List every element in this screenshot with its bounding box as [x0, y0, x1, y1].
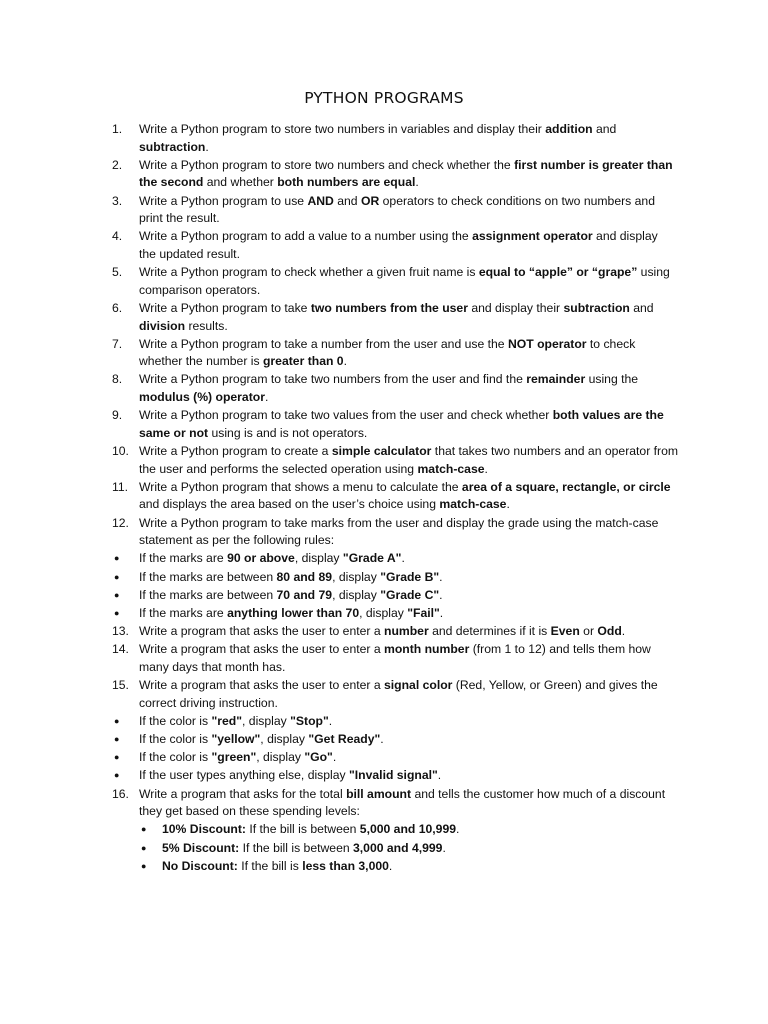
text-run: .	[205, 139, 209, 154]
text-run: , display	[242, 713, 291, 728]
item-text	[139, 731, 678, 749]
bold-text: Odd	[597, 624, 622, 639]
text-run: Write a program that asks the user to enter a	[139, 624, 384, 639]
bold-text: "Invalid signal"	[349, 768, 438, 783]
item-text	[139, 605, 678, 623]
bold-text: "Go"	[304, 750, 333, 765]
bold-text: OR	[360, 193, 380, 208]
text-run: using comparison operators.	[139, 265, 670, 297]
bullet-icon: ●	[141, 860, 147, 871]
item-number: 4.	[112, 229, 123, 244]
text-run: If the color is	[139, 713, 212, 728]
bold-text: number	[384, 624, 429, 639]
bold-text: area of a square, rectangle, or circle	[461, 479, 671, 494]
bullet-item	[112, 731, 678, 749]
bold-text: "red"	[211, 713, 243, 728]
text-run: and tells the customer how much of a discount they get based on these spending levels:	[139, 786, 666, 819]
text-run: operators to check conditions on two numbers and print the result.	[139, 193, 655, 226]
bold-text: 5% Discount:	[162, 840, 240, 855]
bold-text: No Discount:	[162, 858, 238, 873]
bold-text: subtraction	[563, 300, 630, 315]
bold-text: 3,000 and 4,999	[353, 840, 443, 855]
text-run: .	[621, 624, 626, 639]
text-run: .	[328, 713, 333, 728]
bold-text: "Stop"	[290, 713, 329, 728]
item-number: 10.	[112, 444, 129, 459]
text-run: Write a Python program to store two numbers and check whether the	[139, 157, 515, 172]
list-item	[112, 371, 678, 406]
item-text	[139, 193, 678, 228]
item-text	[139, 228, 678, 263]
program-list	[112, 121, 678, 876]
text-run: , display	[256, 750, 305, 765]
text-run: , display	[332, 569, 381, 584]
bullet-item	[112, 569, 678, 587]
text-run: or	[579, 624, 598, 639]
item-number: 14.	[112, 642, 129, 657]
text-run: .	[506, 497, 510, 512]
item-text	[162, 840, 678, 858]
bold-text: 5,000 and 10,999	[359, 822, 457, 837]
text-run: , display	[260, 732, 309, 747]
bullet-item	[112, 605, 678, 623]
bullet-icon: ●	[114, 607, 120, 618]
item-text	[162, 858, 678, 876]
bullet-item	[112, 767, 678, 785]
item-text	[139, 371, 678, 406]
bold-text: "Grade C"	[380, 587, 440, 602]
item-number: 12.	[112, 515, 129, 530]
item-text	[139, 767, 678, 785]
item-number: 1.	[112, 122, 123, 136]
text-run: .	[439, 605, 444, 620]
bold-text: two numbers from the user	[310, 300, 468, 315]
text-run: Write a Python program to take	[139, 300, 311, 315]
text-run: .	[415, 175, 419, 190]
item-number: 2.	[112, 157, 123, 172]
bullet-item	[112, 587, 678, 605]
text-run: Write a program that asks the user to enter a	[139, 678, 384, 693]
bold-text: "yellow"	[211, 732, 261, 747]
text-run: Write a Python program to check whether a given fruit name is	[139, 265, 479, 280]
bold-text: match-case	[417, 461, 485, 476]
text-run: Write a Python program to store two numbers in variables and display their	[139, 122, 546, 136]
item-text	[139, 623, 678, 641]
text-run: , display	[359, 605, 408, 620]
bold-text: simple calculator	[331, 444, 432, 459]
item-text	[139, 515, 678, 550]
text-run: Write a program that asks the user to enter a	[139, 642, 384, 657]
bullet-item	[112, 821, 678, 839]
text-run: .	[439, 569, 443, 584]
text-run: .	[442, 840, 446, 855]
bullet-item	[112, 749, 678, 767]
item-text	[139, 479, 678, 514]
list-item	[112, 407, 678, 442]
bold-text: modulus (%) operator	[139, 390, 265, 405]
text-run: If the bill is between	[245, 822, 360, 837]
bullet-icon: ●	[114, 571, 120, 582]
list-item	[112, 443, 678, 478]
text-run: and	[592, 122, 617, 136]
bold-text: addition	[545, 122, 593, 136]
text-run: If the bill is between	[239, 840, 354, 855]
bullet-icon: ●	[114, 770, 120, 781]
bold-text: 10% Discount:	[162, 822, 246, 837]
text-run: Write a Python program that shows a menu to calculate the	[139, 479, 462, 494]
bold-text: anything lower than 70	[227, 605, 360, 620]
bold-text: both numbers are equal	[277, 175, 416, 190]
text-run: Write a Python program to take two numbers from the user and find the	[139, 372, 527, 387]
list-item	[112, 677, 678, 712]
item-text	[139, 749, 678, 767]
text-run: .	[332, 750, 337, 765]
list-item	[112, 121, 678, 156]
bullet-item	[112, 550, 678, 568]
list-item	[112, 264, 678, 299]
list-item	[112, 623, 678, 641]
bold-text: division	[139, 318, 186, 333]
text-run: Write a Python program to take a number from the user and use the	[139, 336, 508, 351]
item-number: 16.	[112, 786, 129, 801]
text-run: and determines if it is	[428, 624, 551, 639]
text-run: and display their	[467, 300, 564, 315]
bullet-icon: ●	[141, 842, 147, 853]
item-number: 6.	[112, 300, 123, 315]
text-run: If the marks are between	[139, 587, 277, 602]
item-text	[139, 157, 678, 192]
text-run: that takes two numbers and an operator from the user and performs the selected operation using	[139, 444, 679, 476]
bold-text: less than 3,000	[302, 858, 389, 873]
text-run: and displays the area based on the user’s choice using	[139, 497, 440, 512]
bold-text: 80 and 89	[276, 569, 333, 584]
bold-text: both values are the same or not	[139, 408, 664, 440]
list-item	[112, 515, 678, 550]
text-run: (Red, Yellow, or Green) and gives the correct driving instruction.	[139, 678, 658, 710]
text-run: Write a Python program to take marks from the user and display the grade using the match-case statement as per the following rules:	[139, 515, 659, 548]
list-item	[112, 641, 678, 676]
text-run: .	[456, 822, 460, 837]
text-run: .	[264, 390, 269, 405]
text-run: If the marks are	[139, 551, 228, 566]
bullet-icon: ●	[114, 589, 120, 600]
text-run: Write a program that asks for the total	[139, 786, 347, 801]
text-run: Write a Python program to use	[139, 193, 308, 208]
item-number: 15.	[112, 678, 129, 693]
bold-text: "green"	[211, 750, 257, 765]
item-text	[139, 677, 678, 712]
item-number: 9.	[112, 408, 123, 423]
text-run: .	[388, 858, 393, 873]
text-run: .	[437, 768, 442, 783]
text-run: .	[439, 587, 443, 602]
item-text	[139, 713, 678, 731]
list-item	[112, 157, 678, 192]
item-text	[139, 121, 678, 156]
text-run: .	[380, 732, 384, 747]
list-item	[112, 786, 678, 821]
text-run: Write a Python program to create a	[139, 444, 332, 459]
item-text	[139, 550, 678, 568]
text-run: .	[401, 551, 405, 566]
bold-text: Even	[550, 624, 580, 639]
bold-text: 70 and 79	[276, 587, 333, 602]
item-text	[139, 407, 678, 442]
bold-text: "Grade A"	[342, 551, 402, 566]
bold-text: AND	[307, 193, 334, 208]
text-run: If the color is	[139, 732, 212, 747]
bold-text: assignment operator	[472, 229, 593, 244]
item-text	[139, 641, 678, 676]
bullet-icon: ●	[141, 824, 147, 835]
text-run: If the bill is	[237, 858, 303, 873]
bold-text: equal to “apple” or “grape”	[478, 265, 638, 280]
bold-text: match-case	[439, 497, 507, 512]
text-run: Write a Python program to add a value to a number using the	[139, 229, 473, 244]
bullet-item	[112, 840, 678, 858]
text-run: Write a Python program to take two values from the user and check whether	[139, 408, 553, 423]
bold-text: "Grade B"	[380, 569, 440, 584]
item-text	[139, 264, 678, 299]
bold-text: remainder	[526, 372, 586, 387]
text-run: , display	[294, 551, 343, 566]
text-run: .	[343, 354, 347, 369]
list-item	[112, 193, 678, 228]
bullet-item	[112, 713, 678, 731]
bullet-icon: ●	[114, 715, 120, 726]
list-item	[112, 479, 678, 514]
text-run: to check whether the number is	[139, 336, 636, 369]
text-run: If the marks are between	[139, 569, 277, 584]
bold-text: subtraction	[139, 139, 206, 154]
text-run: (from 1 to 12) and tells them how many days that month has.	[139, 642, 651, 674]
text-run: If the user types anything else, display	[139, 768, 350, 783]
bold-text: first number is greater than the second	[139, 157, 673, 190]
item-text	[139, 336, 678, 371]
item-text	[139, 569, 678, 587]
bullet-icon: ●	[114, 734, 120, 745]
item-number: 13.	[112, 624, 129, 639]
bold-text: signal color	[384, 678, 453, 693]
item-number: 8.	[112, 372, 123, 387]
list-item	[112, 228, 678, 263]
list-item	[112, 336, 678, 371]
bullet-item	[112, 858, 678, 876]
item-number: 7.	[112, 336, 123, 351]
page-title: PYTHON PROGRAMS	[304, 89, 464, 107]
item-text	[139, 300, 678, 335]
bold-text: greater than 0	[262, 354, 344, 369]
bold-text: 90 or above	[227, 551, 295, 566]
bold-text: bill amount	[346, 786, 412, 801]
text-run: results.	[185, 318, 228, 333]
bold-text: month number	[384, 642, 470, 657]
bold-text: NOT operator	[507, 336, 587, 351]
bullet-icon: ●	[114, 752, 120, 763]
item-text	[139, 587, 678, 605]
item-number: 5.	[112, 265, 123, 280]
text-run: using the	[585, 372, 639, 387]
item-number: 3.	[112, 193, 123, 208]
text-run: If the color is	[139, 750, 212, 765]
item-text	[162, 821, 678, 839]
bold-text: "Fail"	[407, 605, 440, 620]
bold-text: "Get Ready"	[308, 732, 381, 747]
text-run: and whether	[203, 175, 278, 190]
bullet-icon: ●	[114, 553, 120, 564]
text-run: using is and is not operators.	[208, 425, 368, 440]
text-run: .	[484, 461, 488, 476]
text-run: and	[333, 193, 361, 208]
list-item	[112, 300, 678, 335]
text-run: and	[629, 300, 654, 315]
item-text	[139, 786, 678, 821]
item-number: 11.	[112, 479, 129, 494]
item-text	[139, 443, 678, 478]
text-run: If the marks are	[139, 605, 228, 620]
text-run: , display	[332, 587, 381, 602]
text-run: and display the updated result.	[139, 229, 658, 261]
